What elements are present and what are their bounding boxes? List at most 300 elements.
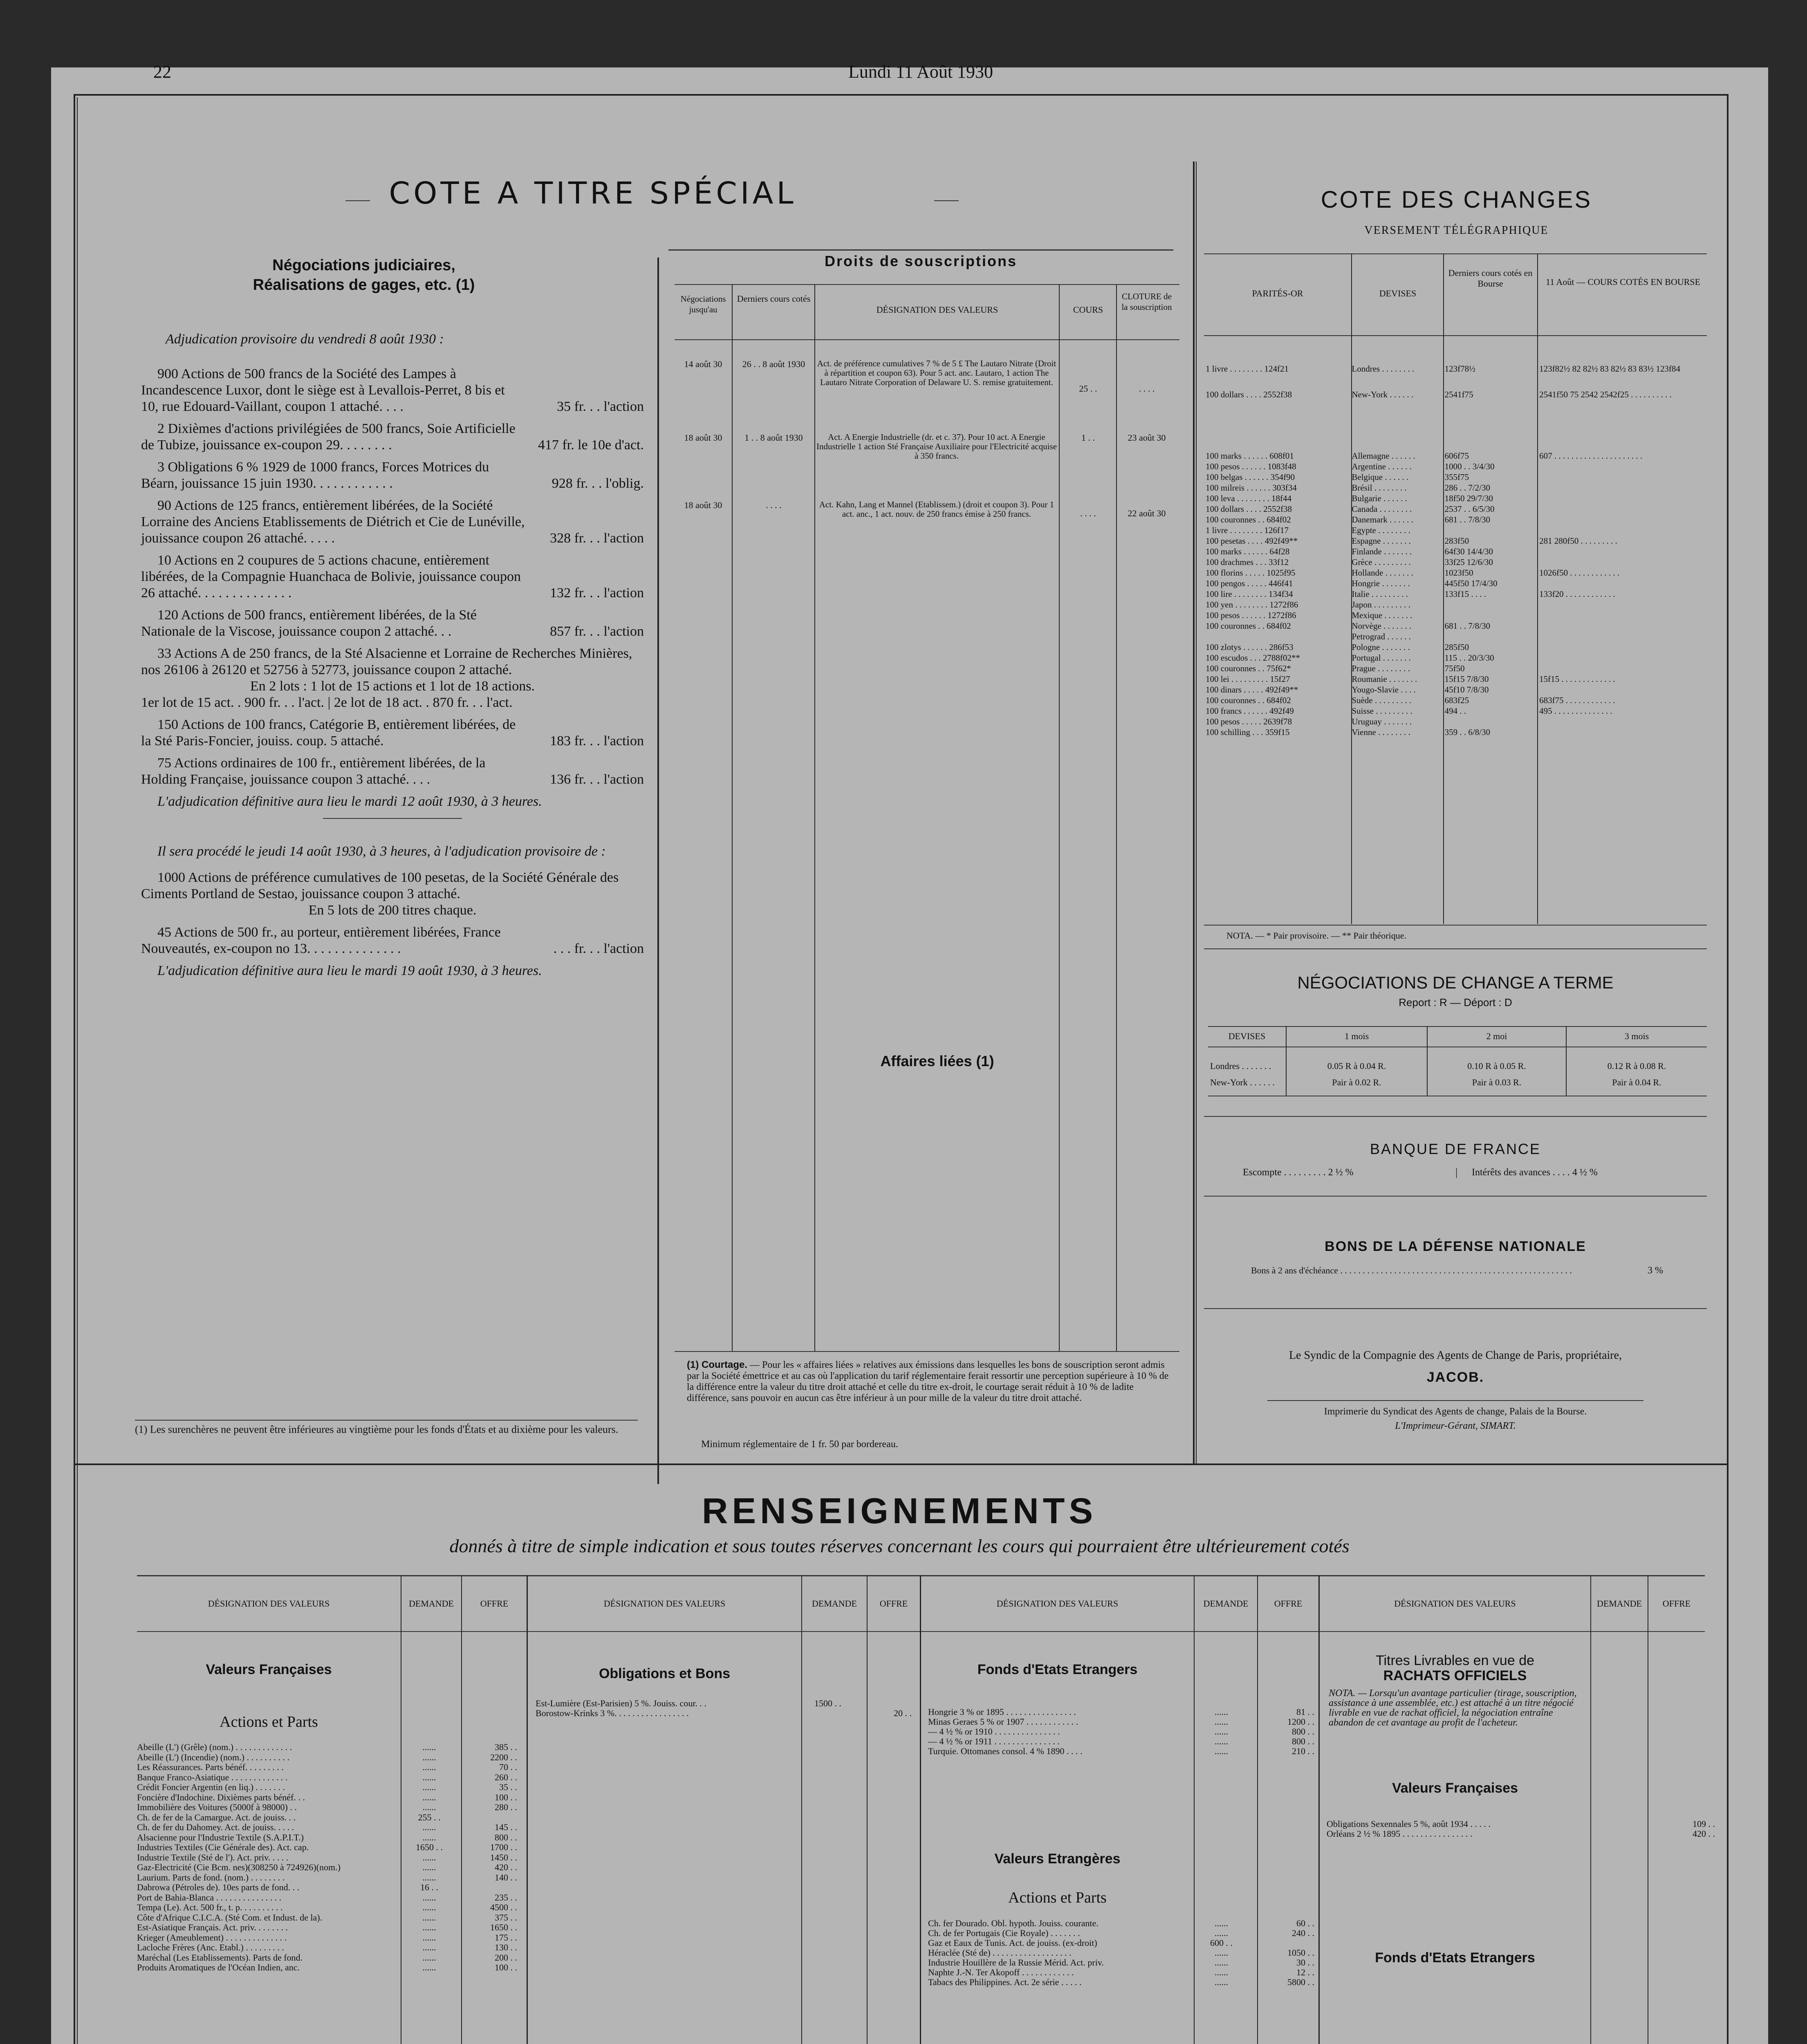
changes-cell: Finlande . . . . . . . bbox=[1352, 547, 1412, 556]
changes-row bbox=[1204, 504, 1709, 514]
row-offre: 800 . . bbox=[495, 1832, 517, 1842]
changes-cell: 75f50 bbox=[1444, 663, 1465, 673]
terme-cell: 0.10 R à 0.05 R. bbox=[1467, 1061, 1526, 1071]
row-offre: 30 . . bbox=[1296, 1958, 1314, 1968]
changes-cell: Suède . . . . . . . . . bbox=[1352, 695, 1412, 705]
changes-cell: 607 . . . . . . . . . . . . . . . . . . . . . bbox=[1539, 451, 1643, 461]
c1-heading-valeurs-francaises: Valeurs Françaises bbox=[206, 1662, 332, 1677]
changes-cell bbox=[1538, 610, 1709, 621]
changes-cell: 100 dinars . . . . . 492f49** bbox=[1206, 685, 1298, 695]
changes-cell: 100 zlotys . . . . . . 286f53 bbox=[1206, 642, 1294, 652]
row-offre: 1700 . . bbox=[490, 1842, 517, 1852]
changes-cell bbox=[1538, 525, 1709, 536]
changes-cell: 2541f50 75 2542 2542f25 . . . . . . . . . . bbox=[1539, 390, 1672, 399]
c3-head-demande: DEMANDE bbox=[1203, 1598, 1249, 1609]
row-designation: Industrie Textile (Sté de l'). Act. priv. . . . . bbox=[137, 1852, 289, 1862]
row-designation: Lacloche Frères (Anc. Etabl.) . . . . . . . . . bbox=[137, 1943, 284, 1952]
row-designation: Est-Asiatique Français. Act. priv. . . . . . . . bbox=[137, 1923, 288, 1932]
changes-cell: Hollande . . . . . . . bbox=[1352, 568, 1413, 578]
table-row bbox=[928, 1977, 1323, 1987]
row-designation: Tempa (Le). Act. 500 fr., t. p. . . . . . . . . . bbox=[137, 1903, 283, 1912]
changes-cell: Danemark . . . . . . bbox=[1352, 515, 1413, 524]
c4-rows-francaises bbox=[1327, 1819, 1723, 1839]
row-designation: Obligations Sexennales 5 %, août 1934 . . . . . bbox=[1327, 1819, 1491, 1829]
c4-head-offre: OFFRE bbox=[1662, 1598, 1691, 1609]
changes-cell: 100 drachmes . . . 33f12 bbox=[1206, 557, 1289, 567]
renseignements-title: RENSEIGNEMENTS bbox=[702, 1490, 1097, 1531]
changes-row bbox=[1204, 557, 1709, 567]
c1-rows bbox=[137, 1742, 934, 1973]
subtitle-negociations: Négociations judiciaires, bbox=[272, 257, 455, 274]
row-designation: Industrie Houillère de la Russie Mérid. Act. priv. bbox=[928, 1958, 1104, 1968]
col-negociations: Négociations jusqu'au bbox=[680, 294, 726, 314]
row-designation: Les Réassurances. Parts bénéf. . . . . . . . . bbox=[137, 1762, 284, 1772]
row-designation: Borostow-Krinks 3 %. . . . . . . . . . . . . . . . . bbox=[536, 1708, 689, 1718]
row-designation: Laurium. Parts de fond. (nom.) . . . . . . . . bbox=[137, 1872, 285, 1883]
row-demande: ...... bbox=[422, 1923, 436, 1932]
changes-row bbox=[1204, 567, 1709, 578]
terme-col-3-mois: 3 mois bbox=[1624, 1031, 1649, 1041]
table-row: 18 août 30 1 . . 8 août 1930 Act. A Energie Industrielle (dr. et c. 37). Pour 10 act. A Energie Industrielle 1 action Sté Française Auxiliaire pour l'Electricité acquise à 350 francs. 1 . . 23 août 30 bbox=[684, 432, 1166, 461]
changes-cell: 1026f50 . . . . . . . . . . . . bbox=[1539, 568, 1620, 578]
changes-cell: 100 pesos . . . . . . 1083f48 bbox=[1206, 462, 1296, 471]
row-offre: 81 . . bbox=[1296, 1707, 1314, 1717]
renseignements-subtitle: donnés à titre de simple indication et sous toutes réserves concernant les cours qui pourraient être ultérieurement cotés bbox=[449, 1535, 1350, 1556]
changes-cell bbox=[1538, 514, 1709, 525]
changes-cell: Uruguay . . . . . . . bbox=[1352, 717, 1412, 726]
row-designation: Produits Aromatiques de l'Océan Indien, anc. bbox=[137, 1963, 300, 1972]
col-cours: COURS bbox=[1073, 305, 1103, 315]
table-row bbox=[137, 1943, 934, 1953]
courtage-note: (1) Courtage. — Pour les « affaires liées » relatives aux émissions dans lesquelles les bons de souscription seront admis par la Société émettrice et au cas où l'application du tarif réglementaire ferait ressortir une perception supérieure à 10 % de la différence entre la valeur du titre droit attaché et celle du titre ex-droit, le courtage serait réduit à 10 % de ladite différence, sans pouvoir en aucun cas être inférieur à un pour mille de la valeur du titre droit attaché. bbox=[687, 1359, 1169, 1403]
changes-cell: Portugal . . . . . . . bbox=[1352, 653, 1411, 663]
changes-cell: Canada . . . . . . . . bbox=[1352, 504, 1412, 514]
changes-cell: 681 . . 7/8/30 bbox=[1444, 621, 1490, 631]
table-row bbox=[928, 1707, 1323, 1717]
changes-cell: Japon . . . . . . . . . bbox=[1352, 600, 1410, 610]
row-demande: ...... bbox=[422, 1852, 436, 1862]
changes-cell: Hongrie . . . . . . . bbox=[1352, 578, 1410, 588]
changes-cell: Yougo-Slavie . . . . bbox=[1352, 685, 1416, 695]
list-item: 1000 Actions de préférence cumulatives de 100 pesetas, de la Société Générale des Ciments Portland de Sestao, jouissance coupon 3 attaché. bbox=[141, 870, 619, 901]
row-offre: 130 . . bbox=[495, 1943, 517, 1952]
changes-cell: 133f20 . . . . . . . . . . . . bbox=[1539, 589, 1615, 599]
list-item: 120 Actions de 500 francs, entièrement libérées, de la Sté Nationale de la Viscose, jouissance coupon 2 attaché. . . 857 fr. . . l'action bbox=[141, 607, 644, 639]
changes-row bbox=[1204, 599, 1709, 610]
changes-cell: Londres . . . . . . . . bbox=[1352, 364, 1415, 374]
changes-cell: 64f30 14/4/30 bbox=[1444, 547, 1493, 556]
row-offre: 5800 . . bbox=[1287, 1977, 1314, 1987]
adjudication-provisoire-2: Il sera procédé le jeudi 14 août 1930, à 3 heures, à l'adjudication provisoire de : bbox=[157, 844, 606, 859]
changes-cell: Roumanie . . . . . . . bbox=[1352, 674, 1417, 684]
row-offre: 145 . . bbox=[495, 1822, 517, 1832]
table-row bbox=[137, 1822, 934, 1833]
banque-de-france-title: BANQUE DE FRANCE bbox=[1370, 1141, 1541, 1157]
row-designation: Hongrie 3 % or 1895 . . . . . . . . . . . . . . . . bbox=[928, 1707, 1076, 1717]
changes-cell: 359 . . 6/8/30 bbox=[1444, 727, 1490, 737]
row-offre: 800 . . bbox=[1292, 1727, 1314, 1737]
row-demande: ...... bbox=[1215, 1707, 1228, 1717]
changes-cell: 100 pengos . . . . . 446f41 bbox=[1206, 578, 1293, 588]
row-demande: ...... bbox=[1215, 1737, 1228, 1746]
row-offre bbox=[863, 1699, 920, 1708]
divider-renseignements bbox=[75, 1464, 1727, 1465]
row-designation: Est-Lumière (Est-Parisien) 5 %. Jouiss. cour. . . bbox=[536, 1699, 706, 1708]
changes-cell: 100 dollars . . . . 2552f38 bbox=[1206, 390, 1292, 399]
changes-cell bbox=[1538, 546, 1709, 557]
changes-cell: Allemagne . . . . . . bbox=[1352, 451, 1415, 461]
changes-cell: Pologne . . . . . . . bbox=[1352, 642, 1410, 652]
row-offre: 1650 . . bbox=[490, 1923, 517, 1932]
table-row bbox=[137, 1933, 934, 1943]
row-offre bbox=[1257, 1938, 1323, 1948]
changes-nota: NOTA. — * Pair provisoire. — ** Pair théorique. bbox=[1226, 930, 1406, 941]
list-item: 90 Actions de 125 francs, entièrement libérées, de la Société Lorraine des Anciens Etablissements de Diétrich et Cie de Lunéville, jouissance coupon 26 attaché. . . . . 328 fr. . . l'action bbox=[141, 498, 644, 546]
changes-cell: Grèce . . . . . . . . . bbox=[1352, 557, 1411, 567]
changes-cell: 495 . . . . . . . . . . . . . . bbox=[1539, 706, 1612, 716]
row-designation: Banque Franco-Asiatique . . . . . . . . . . . . . bbox=[137, 1772, 288, 1782]
changes-row bbox=[1204, 525, 1709, 536]
minimum-reglementaire: Minimum réglementaire de 1 fr. 50 par bordereau. bbox=[701, 1439, 898, 1450]
table-row bbox=[137, 1833, 934, 1843]
changes-cell: 1 livre . . . . . . . . 126f17 bbox=[1206, 525, 1289, 535]
changes-cell: Brésil . . . . . . . . bbox=[1352, 483, 1407, 493]
table-row bbox=[928, 1938, 1323, 1948]
changes-cell bbox=[1204, 631, 1350, 642]
row-offre: 385 . . bbox=[495, 1742, 517, 1752]
row-offre: 175 . . bbox=[495, 1932, 517, 1943]
col-designation: DÉSIGNATION DES VALEURS bbox=[876, 305, 998, 315]
table-row bbox=[137, 1842, 934, 1853]
row-offre: 375 . . bbox=[495, 1912, 517, 1923]
row-designation: Gaz-Electricité (Cie Bcm. nes)(308250 à 724926)(nom.) bbox=[137, 1862, 341, 1872]
table-row bbox=[928, 1727, 1323, 1737]
changes-cell: Egypte . . . . . . . . bbox=[1352, 525, 1410, 535]
changes-row bbox=[1204, 706, 1709, 716]
changes-cell: Mexique . . . . . . . bbox=[1352, 610, 1412, 620]
changes-cell: 100 schilling . . . 359f15 bbox=[1206, 727, 1290, 737]
changes-cell: 100 dollars . . . . 2552f38 bbox=[1206, 504, 1292, 514]
changes-cell: Norvège . . . . . . . bbox=[1352, 621, 1412, 631]
droits-title: Droits de souscriptions bbox=[824, 253, 1018, 269]
row-designation: — 4 ½ % or 1911 . . . . . . . . . . . . . . . bbox=[928, 1737, 1060, 1746]
changes-cell: Argentine . . . . . . bbox=[1352, 462, 1412, 471]
row-offre: 140 . . bbox=[495, 1872, 517, 1883]
changes-cell: 100 pesetas . . . . 492f49** bbox=[1206, 536, 1298, 546]
syndic-line: Le Syndic de la Compagnie des Agents de Change de Paris, propriétaire, bbox=[1289, 1349, 1622, 1362]
row-designation: Naphte J.-N. Ter Akopoff . . . . . . . . . . . . bbox=[928, 1968, 1074, 1977]
affaires-liees: Affaires liées (1) bbox=[880, 1053, 994, 1069]
table-row: 14 août 30 26 . . 8 août 1930 Act. de préférence cumulatives 7 % de 5 £ The Lautaro Nitrate (Droit à répartition et coupon 63). Pour 5 act. anc. Lautaro, 1 action The Lautaro Nitrate Corporation of Delaware U. S. remise gratuitement. 25 . . . . . . bbox=[684, 359, 1155, 394]
c3-rows-fonds bbox=[928, 1707, 1323, 1756]
row-designation: Dabrowa (Pétroles de). 10es parts de fond. . . bbox=[137, 1883, 300, 1892]
table-row bbox=[137, 1742, 934, 1753]
row-designation: Ch. de fer de la Camargue. Act. de jouiss. . . bbox=[137, 1812, 296, 1822]
changes-cell bbox=[1443, 525, 1538, 536]
changes-row bbox=[1204, 610, 1709, 621]
table-row bbox=[137, 1762, 934, 1773]
changes-row bbox=[1204, 389, 1709, 450]
changes-cell: 100 couronnes . . 75f62* bbox=[1206, 663, 1291, 673]
changes-row bbox=[1204, 652, 1709, 663]
adjudication-definitive-2: L'adjudication définitive aura lieu le mardi 19 août 1930, à 3 heures. bbox=[157, 963, 542, 978]
row-demande: ...... bbox=[422, 1762, 436, 1772]
changes-cell: Vienne . . . . . . . . bbox=[1352, 727, 1410, 737]
changes-cell: 355f75 bbox=[1444, 472, 1469, 482]
escompte-rate: Escompte . . . . . . . . . 2 ½ % bbox=[1243, 1167, 1354, 1178]
changes-cell: 285f50 bbox=[1444, 642, 1469, 652]
table-row bbox=[137, 1753, 934, 1763]
row-designation: Krieger (Ameublement) . . . . . . . . . . . . . . bbox=[137, 1932, 287, 1943]
table-row bbox=[928, 1928, 1323, 1938]
changes-cell: 100 milreis . . . . . . 303f34 bbox=[1206, 483, 1297, 493]
changes-cell: Petrograd . . . . . . bbox=[1352, 632, 1411, 641]
table-row bbox=[137, 1813, 934, 1823]
list-item: 900 Actions de 500 francs de la Société des Lampes à Incandescence Luxor, dont le siège est à Levallois-Perret, 8 bis et 10, rue Edouard-Vaillant, coupon 1 attaché. . . . 35 fr. . . l'action bbox=[141, 366, 644, 414]
left-footnote: (1) Les surenchères ne peuvent être inférieures au vingtième pour les fonds d'États et au dixième pour les valeurs. bbox=[135, 1423, 619, 1435]
changes-cell: 100 couronnes . . 684f02 bbox=[1206, 515, 1291, 524]
changes-cell: 100 florins . . . . . 1025f95 bbox=[1206, 568, 1296, 578]
adjudication-provisoire-1: Adjudication provisoire du vendredi 8 août 1930 : bbox=[166, 332, 444, 347]
row-demande: ...... bbox=[422, 1903, 436, 1912]
changes-cell: Bulgarie . . . . . . bbox=[1352, 493, 1407, 503]
table-row bbox=[1327, 1819, 1723, 1829]
changes-cell: 494 . . bbox=[1444, 706, 1466, 716]
row-offre bbox=[460, 1813, 525, 1823]
changes-cell: New-York . . . . . . bbox=[1352, 390, 1414, 399]
terme-cell: Pair à 0.03 R. bbox=[1472, 1077, 1522, 1087]
row-designation: Industries Textiles (Cie Générale des). Act. cap. bbox=[137, 1842, 309, 1852]
row-designation: Abeille (L') (Grêle) (nom.) . . . . . . . . . . . . . bbox=[137, 1742, 292, 1752]
c1-head-offre: OFFRE bbox=[480, 1598, 509, 1609]
changes-cell: 683f25 bbox=[1444, 695, 1469, 705]
changes-cell bbox=[1538, 493, 1709, 504]
changes-cell: 15f15 7/8/30 bbox=[1444, 674, 1489, 684]
row-demande: ...... bbox=[422, 1742, 436, 1752]
adjudication-definitive-1: L'adjudication définitive aura lieu le mardi 12 août 1930, à 3 heures. bbox=[157, 794, 542, 809]
row-demande: 16 . . bbox=[420, 1883, 438, 1892]
changes-cell: 100 couronnes . . 684f02 bbox=[1206, 695, 1291, 705]
row-demande: ...... bbox=[1215, 1717, 1228, 1727]
list-item: 10 Actions en 2 coupures de 5 actions chacune, entièrement libérées, de la Compagnie Huanchaca de Bolivie, jouissance coupon 26 attaché. . . . . . . . . . . . . . 132 fr. . . l'action bbox=[141, 553, 644, 601]
changes-row bbox=[1204, 684, 1709, 695]
table-row bbox=[536, 1708, 920, 1718]
bons-line: Bons à 2 ans d'échéance . . . . . . . . . . . . . . . . . . . . . . . . . . . . . . . . . . . . . . . . . . . . . . . . . . . . bbox=[1251, 1265, 1572, 1275]
row-offre: 4500 . . bbox=[490, 1903, 517, 1912]
list-item: 3 Obligations 6 % 1929 de 1000 francs, Forces Motrices du Béarn, jouissance 15 juin 1930. . . . . . . . . . . . 928 fr. . . l'oblig. bbox=[141, 459, 644, 491]
terme-row-label: New-York . . . . . . bbox=[1210, 1077, 1275, 1087]
row-offre: 12 . . bbox=[1296, 1968, 1314, 1977]
row-offre: 35 . . bbox=[499, 1782, 517, 1792]
changes-cell: Prague . . . . . . . . bbox=[1352, 663, 1410, 673]
c2-head-offre: OFFRE bbox=[879, 1598, 908, 1609]
table-row bbox=[137, 1893, 934, 1903]
changes-row bbox=[1204, 674, 1709, 684]
row-offre: 420 . . bbox=[1693, 1829, 1715, 1839]
changes-title: COTE DES CHANGES bbox=[1320, 186, 1592, 213]
changes-cell: 2541f75 bbox=[1444, 390, 1473, 399]
table-row bbox=[928, 1746, 1323, 1756]
subtitle-realisations: Réalisations de gages, etc. (1) bbox=[253, 276, 475, 294]
changes-cell: 100 pesos . . . . . . 1272f86 bbox=[1206, 610, 1296, 620]
row-demande: 600 . . bbox=[1210, 1938, 1233, 1948]
row-designation: Minas Geraes 5 % or 1907 . . . . . . . . . . . . bbox=[928, 1717, 1078, 1727]
page-number: 22 bbox=[153, 62, 171, 82]
c1-head-designation: DÉSIGNATION DES VALEURS bbox=[208, 1598, 330, 1609]
changes-cell bbox=[1443, 716, 1538, 727]
terme-cell: Pair à 0.02 R. bbox=[1332, 1077, 1381, 1087]
row-designation: Maréchal (Les Etablissements). Parts de fond. bbox=[137, 1952, 303, 1963]
changes-cell: 100 leva . . . . . . . . 18f44 bbox=[1206, 493, 1291, 503]
changes-cell: 283f50 bbox=[1444, 536, 1469, 546]
c4-heading-fonds-etrangers: Fonds d'Etats Etrangers bbox=[1375, 1950, 1535, 1966]
row-demande: ...... bbox=[422, 1792, 436, 1802]
row-offre: 280 . . bbox=[495, 1802, 517, 1812]
row-demande bbox=[1584, 1819, 1654, 1829]
row-demande bbox=[793, 1708, 863, 1718]
c4-titres-livrables: Titres Livrables en vue de bbox=[1375, 1653, 1535, 1668]
changes-cell bbox=[1538, 472, 1709, 482]
changes-cell: 100 francs . . . . . . 492f49 bbox=[1206, 706, 1294, 716]
table-row bbox=[137, 1793, 934, 1803]
table-row bbox=[928, 1948, 1323, 1958]
table-row bbox=[536, 1699, 920, 1708]
changes-row bbox=[1204, 631, 1709, 642]
terme-cell: 0.12 R à 0.08 R. bbox=[1607, 1061, 1666, 1071]
changes-cell: 100 yen . . . . . . . . 1272f86 bbox=[1206, 600, 1298, 610]
row-demande: ...... bbox=[1215, 1746, 1228, 1756]
left-items-list bbox=[141, 366, 644, 979]
row-demande: ...... bbox=[1215, 1948, 1228, 1958]
table-row bbox=[137, 1883, 934, 1893]
table-row bbox=[137, 1903, 934, 1913]
c3-heading-fonds-etrangers: Fonds d'Etats Etrangers bbox=[977, 1662, 1138, 1677]
changes-row bbox=[1204, 450, 1709, 461]
c3-heading-actions-parts: Actions et Parts bbox=[1008, 1889, 1107, 1906]
row-designation: Ch. fer Dourado. Obl. hypoth. Jouiss. courante. bbox=[928, 1918, 1099, 1928]
changes-cell: 1023f50 bbox=[1444, 568, 1473, 578]
row-offre: 420 . . bbox=[495, 1862, 517, 1872]
col-parites: PARITÉS-OR bbox=[1252, 288, 1303, 298]
c3-rows-actions bbox=[928, 1918, 1323, 1987]
changes-row bbox=[1204, 727, 1709, 737]
row-designation: Ch. de fer du Dahomey. Act. de jouiss. . . . . bbox=[137, 1822, 294, 1832]
c4-nota: NOTA. — Lorsqu'un avantage particulier (tirage, souscription, assistance à une assemblée, etc.) est attaché à un titre négocié livrable en vue de rachat officiel, la négociation entraîne abandon de cet avantage au profit de l'acheteur. bbox=[1329, 1688, 1577, 1728]
table-row bbox=[137, 1963, 934, 1973]
changes-cell: 281 280f50 . . . . . . . . . bbox=[1539, 536, 1617, 546]
row-demande: ...... bbox=[1215, 1928, 1228, 1938]
row-demande: ...... bbox=[422, 1822, 436, 1832]
table-row bbox=[137, 1802, 934, 1813]
imprimerie-line: Imprimerie du Syndicat des Agents de change, Palais de la Bourse. bbox=[1324, 1406, 1587, 1417]
c2-rows bbox=[536, 1699, 920, 1718]
row-offre: 100 . . bbox=[495, 1792, 517, 1802]
row-demande: ...... bbox=[422, 1952, 436, 1963]
changes-cell: 1 livre . . . . . . . . 124f21 bbox=[1206, 364, 1289, 374]
row-demande: 255 . . bbox=[418, 1812, 441, 1822]
changes-cell bbox=[1443, 599, 1538, 610]
changes-cell: 100 pesos . . . . . 2639f78 bbox=[1206, 717, 1292, 726]
table-row bbox=[928, 1918, 1323, 1928]
changes-cell bbox=[1538, 621, 1709, 631]
changes-cell: 100 couronnes . . 684f02 bbox=[1206, 621, 1291, 631]
changes-cell: 18f50 29/7/30 bbox=[1444, 493, 1493, 503]
changes-cell bbox=[1538, 599, 1709, 610]
changes-cell: 100 escudos . . . 2788f02** bbox=[1206, 653, 1300, 663]
table-row bbox=[137, 1782, 934, 1793]
changes-cell bbox=[1538, 578, 1709, 589]
table-row bbox=[137, 1873, 934, 1883]
row-demande: ...... bbox=[422, 1772, 436, 1782]
row-demande: ...... bbox=[422, 1912, 436, 1923]
divider-left-middle bbox=[657, 258, 659, 1484]
row-demande: ...... bbox=[422, 1782, 436, 1792]
changes-row bbox=[1204, 589, 1709, 599]
changes-cell: 100 marks . . . . . . 64f28 bbox=[1206, 547, 1290, 556]
changes-cell bbox=[1538, 663, 1709, 674]
col-cours-11-aout: 11 Août — COURS COTÉS EN BOURSE bbox=[1545, 277, 1701, 287]
changes-row bbox=[1204, 642, 1709, 652]
changes-cell bbox=[1443, 610, 1538, 621]
row-demande: ...... bbox=[422, 1752, 436, 1762]
lots-line-2: 1er lot de 15 act. . 900 fr. . . l'act. | 2e lot de 18 act. . 870 fr. . . l'act. bbox=[141, 695, 513, 710]
row-offre: 1450 . . bbox=[490, 1852, 517, 1862]
changes-cell bbox=[1538, 482, 1709, 493]
list-item: 45 Actions de 500 fr., au porteur, entièrement libérées, France Nouveautés, ex-coupon no 13. . . . . . . . . . . . . . . . . fr. . . l'action bbox=[141, 925, 644, 956]
table-row bbox=[137, 1953, 934, 1963]
col-derniers-cours: Derniers cours cotés bbox=[737, 294, 811, 304]
changes-row bbox=[1204, 348, 1709, 389]
changes-cell: Suisse . . . . . . . . . bbox=[1352, 706, 1412, 716]
changes-row bbox=[1204, 695, 1709, 706]
changes-cell: 606f75 bbox=[1444, 451, 1469, 461]
row-offre: 210 . . bbox=[1292, 1746, 1314, 1756]
row-demande: ...... bbox=[1215, 1727, 1228, 1737]
c2-head-demande: DEMANDE bbox=[812, 1598, 857, 1609]
c1-heading-actions-parts: Actions et Parts bbox=[220, 1713, 318, 1730]
changes-cell bbox=[1538, 684, 1709, 695]
changes-cell: 100 lei . . . . . . . . . 15f27 bbox=[1206, 674, 1290, 684]
changes-cell: 15f15 . . . . . . . . . . . . . bbox=[1539, 674, 1615, 684]
changes-cell: 123f78½ bbox=[1444, 364, 1475, 374]
changes-row bbox=[1204, 546, 1709, 557]
changes-row bbox=[1204, 621, 1709, 631]
terme-title: NÉGOCIATIONS DE CHANGE A TERME bbox=[1297, 973, 1614, 992]
row-demande: ...... bbox=[422, 1892, 436, 1903]
changes-row bbox=[1204, 472, 1709, 482]
changes-cell: 100 marks . . . . . . 608f01 bbox=[1206, 451, 1294, 461]
row-demande: ...... bbox=[422, 1802, 436, 1812]
c1-head-demande: DEMANDE bbox=[409, 1598, 454, 1609]
c3-head-offre: OFFRE bbox=[1274, 1598, 1303, 1609]
changes-cell: 100 lire . . . . . . . . 134f34 bbox=[1206, 589, 1293, 599]
changes-cell: 115 . . 20/3/30 bbox=[1444, 653, 1494, 663]
row-offre: 800 . . bbox=[1292, 1737, 1314, 1746]
row-offre: 60 . . bbox=[1296, 1918, 1314, 1928]
list-item: En 5 lots de 200 titres chaque. bbox=[308, 903, 477, 918]
terme-subtitle: Report : R — Déport : D bbox=[1399, 996, 1512, 1009]
changes-row bbox=[1204, 461, 1709, 472]
row-offre: 235 . . bbox=[495, 1892, 517, 1903]
c2-head-designation: DÉSIGNATION DES VALEURS bbox=[603, 1598, 726, 1609]
col-cloture: CLOTURE de la souscription bbox=[1121, 291, 1172, 312]
c3-head-designation: DÉSIGNATION DES VALEURS bbox=[996, 1598, 1119, 1609]
row-demande: ...... bbox=[422, 1963, 436, 1972]
changes-row bbox=[1204, 578, 1709, 589]
row-designation: Foncière d'Indochine. Dixièmes parts bénéf. . . bbox=[137, 1792, 305, 1802]
changes-cell: 133f15 . . . . bbox=[1444, 589, 1486, 599]
row-designation: Crédit Foncier Argentin (en liq.) . . . . . . . bbox=[137, 1782, 285, 1792]
